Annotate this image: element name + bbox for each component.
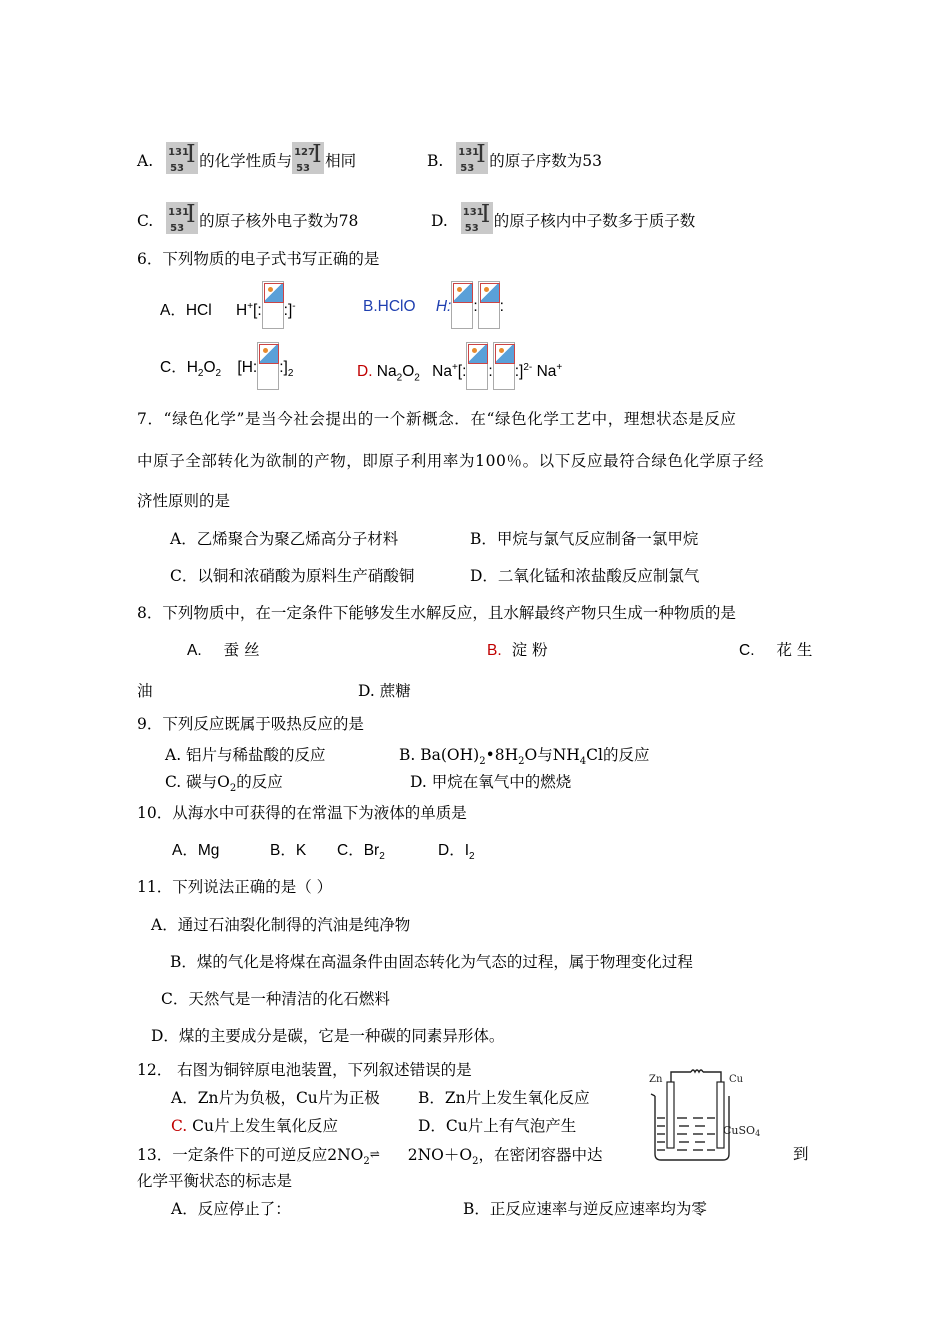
q8-option-b: B. 淀 粉	[487, 641, 548, 659]
q7-option-d: D．二氧化锰和浓盐酸反应制氯气	[470, 567, 700, 585]
q13-option-a: A．反应停止了：	[171, 1200, 291, 1218]
q13-stem-end: 到	[793, 1145, 809, 1163]
q5-option-c: C. 131 53 I 的原子核外电子数为78	[137, 200, 359, 234]
iodine-131-isotope: 131 53 I	[456, 142, 488, 174]
iodine-131-isotope: 131 53 I	[166, 142, 198, 174]
q7-option-b: B．甲烷与氯气反应制备一氯甲烷	[470, 530, 699, 548]
q10-option-a: A．Mg	[172, 842, 220, 859]
q12-option-c: C. Cu片上发生氧化反应	[171, 1117, 339, 1135]
cuso4-label: CuSO4	[723, 1124, 761, 1138]
iodine-131-isotope: 131 53 I	[461, 202, 493, 234]
q12-option-b: B．Zn片上发生氧化反应	[418, 1089, 590, 1107]
q12-stem: 12． 右图为铜锌原电池装置，下列叙述错误的是	[137, 1061, 472, 1079]
equilibrium-arrow-icon: ⇌	[369, 1147, 378, 1161]
q12-option-a: A．Zn片为负极，Cu片为正极	[171, 1089, 380, 1107]
q12-option-d: D．Cu片上有气泡产生	[418, 1117, 577, 1135]
q8-option-c: C. 花 生	[739, 641, 813, 659]
q13-stem-line2: 化学平衡状态的标志是	[137, 1172, 293, 1190]
q6-option-c: C．$H_2O_2$ [H: $:]_2$	[160, 358, 293, 390]
q8-option-c-cont: 油	[137, 682, 153, 700]
q13-stem: 13．一定条件下的可逆反应$2NO_2\rightleftharpoons$ $2NO+O_2$，在密闭容器中达	[137, 1146, 603, 1168]
broken-image-icon	[257, 342, 279, 390]
q8-stem: 8．下列物质中，在一定条件下能够发生水解反应，且水解最终产物只生成一种物质的是	[137, 604, 736, 622]
q10-option-d: D．$I_2$	[438, 842, 475, 863]
q11-option-b: B．煤的气化是将煤在高温条件由固态转化为气态的过程，属于物理变化过程	[170, 953, 693, 971]
q11-option-d: D．煤的主要成分是碳，它是一种碳的同素异形体。	[151, 1027, 505, 1045]
q13-option-b: B．正反应速率与逆反应速率均为零	[463, 1200, 707, 1218]
iodine-127-isotope: 127 53 I	[292, 142, 324, 174]
broken-image-icon	[451, 281, 473, 329]
q7-stem-line1: 7．“绿色化学”是当今社会提出的一个新概念．在“绿色化学工艺中，理想状态是反应	[137, 410, 737, 428]
q5-option-b: B. 131 53 I 的原子序数为53	[427, 140, 602, 174]
q5-option-d: D. 131 53 I 的原子核内中子数多于质子数	[431, 200, 696, 234]
q9-option-c: C. 碳与$O_2$的反应	[165, 773, 283, 795]
q8-option-a: A. 蚕 丝	[187, 641, 260, 659]
q11-stem: 11．下列说法正确的是（ ）	[137, 878, 333, 896]
q7-stem-line2: 中原子全部转化为欲制的产物，即原子利用率为100％。以下反应最符合绿色化学原子经	[137, 452, 765, 470]
broken-image-icon	[478, 281, 500, 329]
q9-option-a: A. 铝片与稀盐酸的反应	[165, 746, 326, 764]
q11-option-a: A．通过石油裂化制得的汽油是纯净物	[151, 916, 411, 934]
q9-stem: 9．下列反应既属于吸热反应的是	[137, 715, 364, 733]
q6-option-a: A．HCl H+[: :]-	[160, 297, 296, 329]
q10-stem: 10．从海水中可获得的在常温下为液体的单质是	[137, 804, 467, 822]
q6-option-b: B.HClO H: : :	[363, 297, 504, 329]
q5-option-a: A. 131 53 I 的化学性质与 127 53 I 相同	[137, 140, 357, 174]
q7-option-c: C．以铜和浓硝酸为原料生产硝酸铜	[170, 567, 415, 585]
galvanic-cell-figure	[643, 1066, 773, 1166]
broken-image-icon	[466, 342, 488, 390]
broken-image-icon	[493, 342, 515, 390]
q7-option-a: A．乙烯聚合为聚乙烯高分子材料	[170, 530, 399, 548]
q10-option-c: C．$Br_2$	[337, 842, 385, 863]
q9-option-d: D. 甲烷在氧气中的燃烧	[410, 773, 572, 791]
q7-stem-line3: 济性原则的是	[137, 492, 231, 510]
q11-option-c: C．天然气是一种清洁的化石燃料	[161, 990, 390, 1008]
q8-option-d: D. 蔗糖	[358, 682, 411, 700]
broken-image-icon	[262, 281, 284, 329]
q9-option-b: B. $Ba(OH)_2•8H_2O$与$NH_4Cl$的反应	[399, 746, 650, 768]
q10-option-b: B．K	[270, 842, 307, 859]
iodine-131-isotope: 131 53 I	[166, 202, 198, 234]
q6-stem: 6．下列物质的电子式书写正确的是	[137, 250, 380, 268]
q6-option-d: D. $Na_2O_2$ Na+[: : :]$^{2-}$ Na+	[357, 358, 562, 390]
cu-label: Cu	[729, 1074, 744, 1085]
zn-label: Zn	[649, 1074, 663, 1085]
